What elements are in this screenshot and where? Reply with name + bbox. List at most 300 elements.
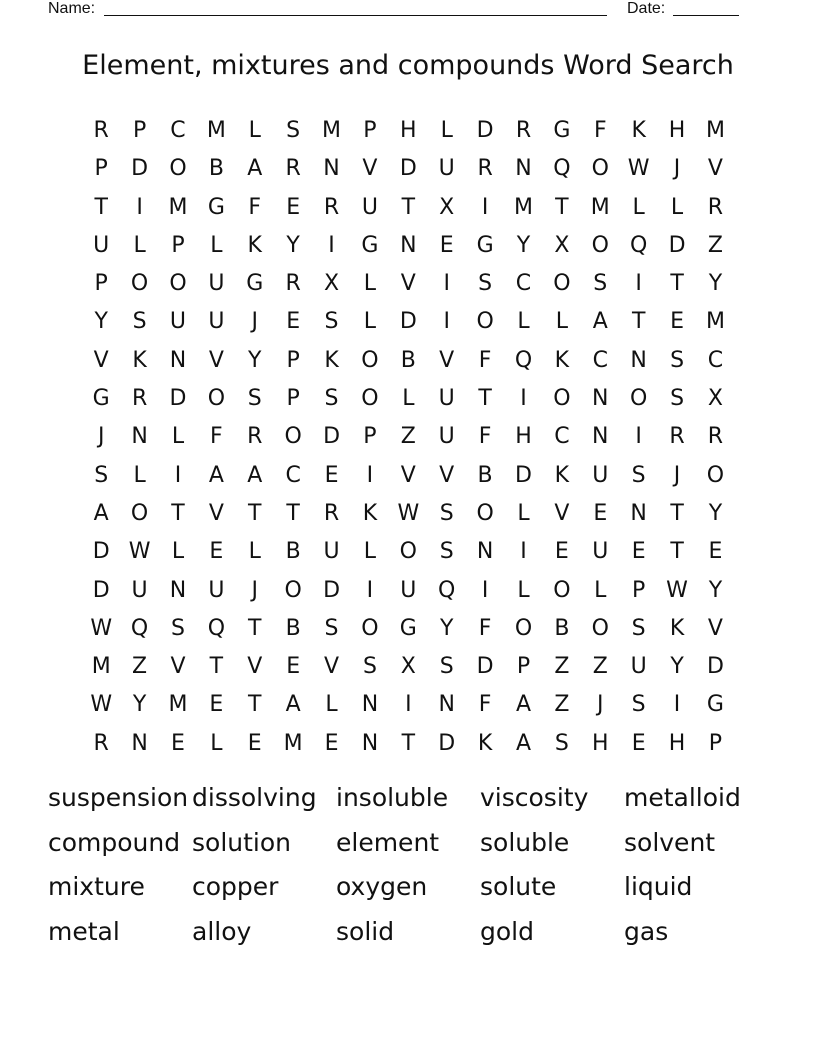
grid-letter[interactable]: S [94,462,109,488]
grid-letter[interactable]: G [553,118,571,143]
word-list-item: element [336,827,440,857]
grid-letter[interactable]: Y [94,309,108,335]
grid-letter[interactable]: R [323,194,340,220]
grid-letter[interactable]: H [400,118,417,143]
grid-letter[interactable]: Y [670,654,684,680]
grid-letter[interactable]: T [401,194,416,220]
grid-letter[interactable]: O [284,577,302,603]
grid-letter[interactable]: E [286,309,301,335]
grid-letter[interactable]: M [168,692,188,718]
grid-letter[interactable]: O [361,386,379,412]
grid-letter[interactable]: M [514,194,533,220]
grid-letter[interactable]: T [286,500,300,526]
grid-letter[interactable]: C [515,271,532,297]
grid-letter[interactable]: O [553,577,571,603]
grid-letter[interactable]: B [400,347,416,373]
grid-letter[interactable]: S [170,615,185,641]
grid-letter[interactable]: D [476,118,494,143]
grid-letter[interactable]: Q [207,615,226,641]
grid-letter[interactable]: F [478,615,492,641]
grid-letter[interactable]: A [247,462,263,488]
grid-letter[interactable]: H [668,118,686,143]
grid-letter[interactable]: B [285,539,301,565]
page-title: Element, mixtures and compounds Word Search [82,50,734,81]
grid-letter[interactable]: R [93,118,109,143]
grid-letter[interactable]: K [362,500,378,526]
grid-letter[interactable]: R [707,424,724,450]
grid-letter[interactable]: Y [286,232,300,258]
word-list [48,776,768,955]
grid-letter[interactable]: R [323,500,340,526]
grid-letter[interactable]: F [478,692,492,718]
grid-letter[interactable]: I [443,271,450,297]
grid-letter[interactable]: O [361,347,379,373]
grid-letter[interactable]: L [248,539,261,565]
grid-letter[interactable]: U [361,194,378,220]
grid-letter[interactable]: P [171,232,185,258]
grid-letter[interactable]: L [133,232,146,258]
grid-letter[interactable]: J [597,692,604,718]
grid-letter[interactable]: W [627,156,650,182]
grid-letter[interactable]: O [630,386,648,412]
grid-letter[interactable]: W [90,692,113,718]
grid-letter[interactable]: M [91,654,111,680]
grid-letter[interactable]: H [515,424,532,450]
grid-letter[interactable]: O [591,232,609,258]
grid-letter[interactable]: I [635,271,642,297]
grid-letter[interactable]: U [592,539,609,565]
grid-letter[interactable]: S [439,654,454,680]
grid-letter[interactable]: I [481,577,489,603]
grid-letter[interactable]: R [285,271,301,297]
grid-letter[interactable]: E [593,500,608,526]
grid-letter[interactable]: Q [630,232,648,258]
grid-letter[interactable]: V [208,500,224,526]
grid-letter[interactable]: B [477,462,493,488]
grid-letter[interactable]: N [592,386,609,412]
grid-letter[interactable]: L [171,424,185,450]
grid-letter[interactable]: E [324,730,339,756]
grid-letter[interactable]: D [169,386,187,412]
grid-letter[interactable]: J [673,156,681,182]
grid-letter[interactable]: N [169,347,187,373]
grid-letter[interactable]: M [168,194,188,220]
grid-letter[interactable]: L [363,271,377,297]
grid-letter[interactable]: I [405,692,412,718]
grid-letter[interactable]: V [247,654,263,680]
grid-letter[interactable]: W [666,577,688,603]
grid-letter[interactable]: T [555,194,569,220]
grid-letter[interactable]: T [171,500,185,526]
grid-letter[interactable]: O [361,615,379,641]
grid-letter[interactable]: G [246,271,264,297]
grid-letter[interactable]: E [554,539,569,565]
grid-letter[interactable]: V [707,156,723,182]
grid-letter[interactable]: S [132,309,147,335]
grid-letter[interactable]: T [94,194,108,220]
grid-letter[interactable]: M [283,730,303,756]
grid-letter[interactable]: C [170,118,186,143]
grid-letter[interactable]: O [399,539,417,565]
grid-letter[interactable]: I [443,309,450,335]
grid-letter[interactable]: L [171,539,185,565]
grid-letter[interactable]: P [363,118,377,143]
grid-letter[interactable]: O [553,271,571,297]
grid-letter[interactable]: R [93,730,109,756]
grid-letter[interactable]: A [247,156,263,182]
grid-letter[interactable]: L [133,462,146,488]
grid-letter[interactable]: X [324,271,340,297]
grid-letter[interactable]: K [631,118,646,143]
date-blank-line[interactable] [673,15,739,16]
grid-letter[interactable]: I [174,462,182,488]
grid-letter[interactable]: P [286,347,300,373]
grid-letter[interactable]: M [705,118,725,143]
grid-letter[interactable]: U [169,309,187,335]
grid-letter[interactable]: A [515,692,532,718]
word-list-item: copper [192,872,279,902]
grid-letter[interactable]: L [210,730,223,756]
grid-letter[interactable]: V [554,500,570,526]
grid-letter[interactable]: B [208,156,224,182]
grid-letter[interactable]: G [399,615,417,641]
grid-letter[interactable]: B [554,615,570,641]
grid-letter[interactable]: K [324,347,339,373]
grid-letter[interactable]: D [323,424,341,450]
grid-letter[interactable]: G [706,692,724,718]
grid-letter[interactable]: H [592,730,609,756]
grid-letter[interactable]: C [285,462,301,488]
grid-letter[interactable]: M [322,118,342,143]
grid-letter[interactable]: Y [439,615,454,641]
grid-letter[interactable]: V [707,615,723,641]
grid-letter[interactable]: E [286,654,301,680]
grid-letter[interactable]: N [515,156,532,182]
grid-letter[interactable]: U [438,386,455,412]
word-list-item: soluble [480,827,570,857]
grid-letter[interactable]: Y [708,577,723,603]
grid-letter[interactable]: F [593,118,607,143]
grid-letter[interactable]: L [517,309,530,335]
grid-letter[interactable]: K [132,347,147,373]
grid-letter[interactable]: K [477,730,493,756]
grid-letter[interactable]: Y [248,347,262,373]
grid-letter[interactable]: L [402,386,415,412]
grid-letter[interactable]: H [668,730,686,756]
grid-letter[interactable]: C [592,347,608,373]
grid-letter[interactable]: P [94,156,108,182]
grid-letter[interactable]: S [362,654,377,680]
grid-letter[interactable]: T [248,615,262,641]
grid-letter[interactable]: V [400,271,416,297]
grid-letter[interactable]: L [210,232,223,258]
grid-letter[interactable]: D [92,539,110,565]
grid-letter[interactable]: A [515,730,532,756]
grid-letter[interactable]: P [94,271,108,297]
grid-letter[interactable]: U [208,309,225,335]
grid-letter[interactable]: E [439,232,454,258]
grid-letter[interactable]: I [136,194,143,220]
grid-letter[interactable]: L [517,500,530,526]
grid-letter[interactable]: E [209,692,224,718]
grid-letter[interactable]: U [438,424,455,450]
grid-letter[interactable]: S [324,615,339,641]
grid-letter[interactable]: N [361,692,379,718]
grid-letter[interactable]: X [439,194,455,220]
grid-letter[interactable]: Q [438,577,456,603]
grid-letter[interactable]: I [673,692,681,718]
grid-letter[interactable]: Z [592,654,608,680]
grid-letter[interactable]: D [438,730,456,756]
grid-letter[interactable]: J [673,462,681,488]
grid-letter[interactable]: T [478,386,492,412]
grid-letter[interactable]: W [90,615,113,641]
grid-letter[interactable]: N [400,232,417,258]
grid-letter[interactable]: I [635,424,642,450]
grid-letter[interactable]: O [553,386,571,412]
grid-letter[interactable]: J [251,309,258,335]
grid-letter[interactable]: T [670,500,684,526]
grid-letter[interactable]: U [400,577,417,603]
grid-letter[interactable]: L [363,539,377,565]
word-list-item: solvent [624,827,716,857]
grid-letter[interactable]: E [708,539,723,565]
grid-letter[interactable]: M [206,118,226,143]
grid-letter[interactable]: N [592,424,609,450]
grid-letter[interactable]: C [554,424,570,450]
grid-letter[interactable]: A [208,462,224,488]
grid-letter[interactable]: B [285,615,301,641]
grid-letter[interactable]: A [592,309,608,335]
grid-letter[interactable]: Z [707,232,723,258]
grid-letter[interactable]: E [631,539,646,565]
grid-letter[interactable]: K [247,232,262,258]
grid-letter[interactable]: S [670,386,685,412]
grid-letter[interactable]: O [284,424,302,450]
grid-letter[interactable]: S [286,118,301,143]
grid-letter[interactable]: P [708,730,723,756]
grid-row [82,227,735,265]
grid-letter[interactable]: N [630,347,647,373]
grid-letter[interactable]: Q [553,156,571,182]
grid-letter[interactable]: D [476,654,494,680]
grid-letter[interactable]: E [631,730,646,756]
grid-letter[interactable]: O [514,615,533,641]
grid-letter[interactable]: S [631,692,646,718]
grid-letter[interactable]: D [706,654,724,680]
grid-letter[interactable]: L [440,118,453,143]
grid-letter[interactable]: Z [400,424,416,450]
grid-letter[interactable]: I [481,194,489,220]
grid-letter[interactable]: X [554,232,570,258]
grid-letter[interactable]: T [670,271,684,297]
grid-letter[interactable]: S [324,386,339,412]
grid-letter[interactable]: O [591,615,609,641]
grid-letter[interactable]: G [92,386,110,412]
grid-letter[interactable]: E [247,730,262,756]
grid-letter[interactable]: O [169,271,187,297]
grid-letter[interactable]: L [632,194,645,220]
grid-letter[interactable]: U [630,654,647,680]
grid-letter[interactable]: S [593,271,608,297]
grid-letter[interactable]: S [631,615,646,641]
grid-letter[interactable]: U [131,577,148,603]
grid-letter[interactable]: Q [130,615,149,641]
grid-letter[interactable]: T [670,539,684,565]
grid-letter[interactable]: M [705,309,725,335]
grid-letter[interactable]: L [325,692,338,718]
grid-letter[interactable]: J [97,424,105,450]
grid-letter[interactable]: O [130,271,149,297]
grid-letter[interactable]: O [591,156,609,182]
grid-letter[interactable]: W [397,500,420,526]
grid-letter[interactable]: G [476,232,494,258]
grid-letter[interactable]: V [208,347,224,373]
grid-letter[interactable]: C [707,347,724,373]
grid-letter[interactable]: I [328,232,335,258]
grid-letter[interactable]: F [248,194,262,220]
grid-letter[interactable]: Y [708,500,723,526]
grid-letter[interactable]: S [554,730,569,756]
grid-letter[interactable]: O [476,500,494,526]
grid-letter[interactable]: K [554,347,570,373]
word-list-item: solid [336,917,395,947]
grid-letter[interactable]: U [438,156,455,182]
grid-letter[interactable]: I [366,577,374,603]
grid-letter[interactable]: N [131,424,148,450]
grid-letter[interactable]: U [323,539,340,565]
grid-row [82,418,735,456]
grid-letter[interactable]: O [706,462,725,488]
grid-letter[interactable]: A [285,692,301,718]
grid-letter[interactable]: N [630,500,647,526]
grid-letter[interactable]: Y [132,692,147,718]
name-blank-line[interactable] [104,15,607,16]
grid-letter[interactable]: P [132,118,147,143]
grid-letter[interactable]: U [208,577,225,603]
grid-letter[interactable]: Z [554,654,570,680]
grid-letter[interactable]: F [478,424,492,450]
grid-letter[interactable]: L [670,194,684,220]
grid-letter[interactable]: P [363,424,377,450]
grid-letter[interactable]: V [439,347,455,373]
grid-letter[interactable]: Z [554,692,570,718]
grid-letter[interactable]: P [632,577,646,603]
grid-letter[interactable]: E [324,462,339,488]
grid-letter[interactable]: G [361,232,379,258]
grid-letter[interactable]: V [324,654,340,680]
grid-letter[interactable]: T [248,692,262,718]
grid-letter[interactable]: Z [132,654,148,680]
grid-letter[interactable]: S [439,539,454,565]
grid-letter[interactable]: R [247,424,263,450]
grid-letter[interactable]: I [520,386,527,412]
grid-letter[interactable]: N [438,692,455,718]
grid-letter[interactable]: L [555,309,569,335]
grid-letter[interactable]: N [476,539,494,565]
grid-letter[interactable]: D [131,156,149,182]
grid-letter[interactable]: D [515,462,532,488]
grid-letter[interactable]: W [128,539,151,565]
grid-letter[interactable]: N [323,156,340,182]
grid-letter[interactable]: F [210,424,223,450]
grid-letter[interactable]: E [209,539,224,565]
grid-letter[interactable]: V [170,654,186,680]
grid-letter[interactable]: O [130,500,149,526]
grid-letter[interactable]: L [363,309,377,335]
grid-letter[interactable]: P [286,386,300,412]
grid-letter[interactable]: E [670,309,684,335]
grid-letter[interactable]: D [399,156,417,182]
grid-letter[interactable]: S [631,462,646,488]
grid-letter[interactable]: Q [514,347,533,373]
grid-letter[interactable]: S [478,271,493,297]
grid-letter[interactable]: D [399,309,417,335]
grid-letter[interactable]: K [669,615,685,641]
grid-letter[interactable]: N [131,730,148,756]
grid-letter[interactable]: I [520,539,527,565]
grid-letter[interactable]: Y [708,271,723,297]
grid-letter[interactable]: L [594,577,607,603]
grid-letter[interactable]: R [515,118,532,143]
grid-letter[interactable]: O [476,309,494,335]
grid-letter[interactable]: E [171,730,185,756]
grid-letter[interactable]: I [366,462,374,488]
grid-letter[interactable]: R [669,424,685,450]
grid-letter[interactable]: D [323,577,341,603]
grid-letter[interactable]: Y [516,232,531,258]
grid-letter[interactable]: M [590,194,610,220]
grid-letter[interactable]: E [286,194,301,220]
grid-letter[interactable]: R [131,386,148,412]
grid-letter[interactable]: S [439,500,454,526]
grid-letter[interactable]: U [208,271,225,297]
grid-letter[interactable]: L [517,577,530,603]
grid-letter[interactable]: R [477,156,493,182]
grid-letter[interactable]: G [207,194,225,220]
grid-letter[interactable]: R [285,156,301,182]
grid-letter[interactable]: S [247,386,262,412]
grid-letter[interactable]: T [248,500,262,526]
grid-letter[interactable]: F [478,347,492,373]
grid-letter[interactable]: L [248,118,261,143]
grid-letter[interactable]: T [209,654,224,680]
grid-letter[interactable]: S [324,309,339,335]
grid-letter[interactable]: V [400,462,416,488]
grid-letter[interactable]: R [707,194,724,220]
grid-letter[interactable]: S [670,347,685,373]
grid-letter[interactable]: O [207,386,226,412]
grid-letter[interactable]: X [707,386,723,412]
grid-letter[interactable]: O [169,156,187,182]
grid-letter[interactable]: V [93,347,109,373]
grid-letter[interactable]: V [362,156,378,182]
grid-letter[interactable]: P [516,654,531,680]
grid-letter[interactable]: J [251,577,258,603]
grid-letter[interactable]: K [554,462,570,488]
grid-letter[interactable]: U [93,232,110,258]
grid-letter[interactable]: V [439,462,455,488]
grid-letter[interactable]: U [592,462,609,488]
grid-letter[interactable]: T [631,309,646,335]
grid-letter[interactable]: T [401,730,416,756]
grid-letter[interactable]: N [169,577,187,603]
grid-letter[interactable]: D [92,577,110,603]
grid-letter[interactable]: D [668,232,686,258]
grid-letter[interactable]: N [361,730,379,756]
grid-letter[interactable]: A [93,500,109,526]
grid-letter[interactable]: X [400,654,416,680]
